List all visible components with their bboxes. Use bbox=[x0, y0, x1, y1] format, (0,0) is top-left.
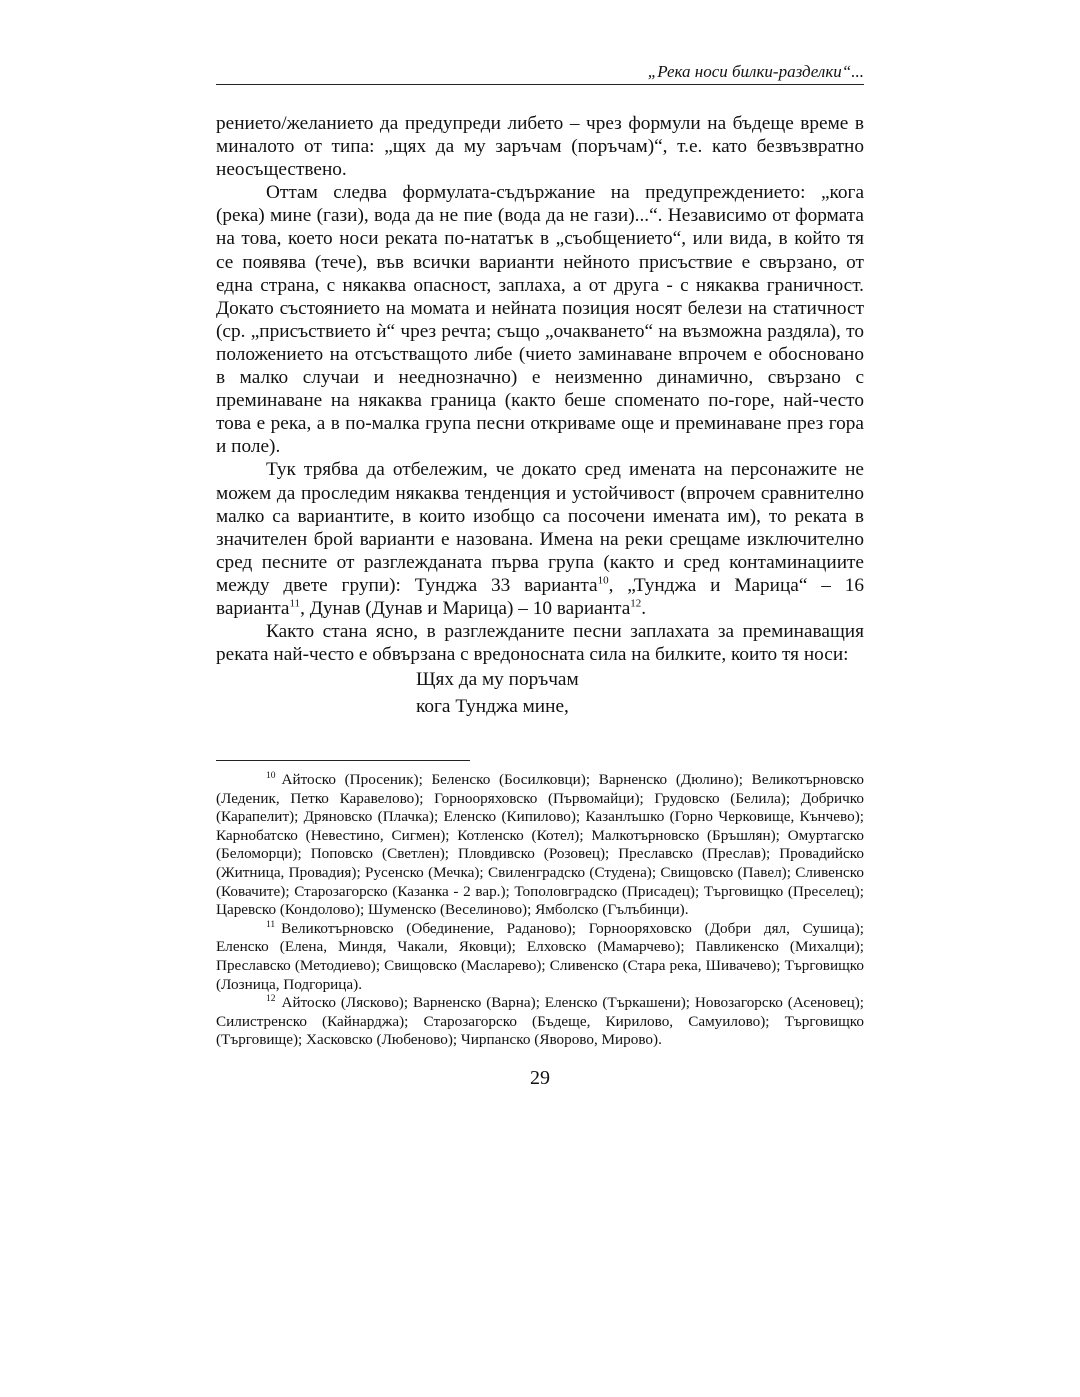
verse-quote bbox=[416, 666, 864, 720]
paragraph-3-text-a: Тук трябва да отбележим, че докато сред имената на персонажите не можем да проследим някаква тенденция и устойчивост (впрочем сравнително малко са вариантите, в които изобщо са посочени имената им), то реката в значителен брой варианти е назована. Имена на реки срещаме изключително сред песните от разглежданата първа група (както и сред контаминациите между двете групи): Тунджа 33 варианта bbox=[216, 459, 864, 596]
main-text bbox=[216, 112, 864, 720]
footnote-number: 12 bbox=[266, 994, 276, 1005]
footnote-ref-12: 12 bbox=[630, 597, 642, 610]
running-header: „Река носи билки-разделки“... bbox=[647, 62, 864, 81]
footnote-text: Айтоско (Лясково); Варненско (Варна); Еленско (Търкашени); Новозагорско (Асеновец); Силистренско (Кайнарджа); Старозагорско (Бъдеще, Кирилово, Самуилово); Търговищко (Търговище); Хасковско (Любеново); Чирпанско (Яворово, Мирово). bbox=[216, 994, 864, 1049]
footnotes bbox=[216, 771, 864, 1050]
footnote-number: 11 bbox=[266, 919, 276, 930]
page-number: 29 bbox=[530, 1067, 550, 1089]
footnote-ref-10: 10 bbox=[597, 574, 609, 587]
footnote-11 bbox=[216, 920, 864, 994]
paragraph-2: Оттам следва формулата-съдържание на предупреждението: „кога (река) мине (гази), вода да не пие (вода да не гази)...“. Независимо от формата на това, което носи реката по-нататък в „съобщението“, или вида, в който тя се появява (тече), във всички варианти нейното присъствие е свързано, от една страна, с някаква опасност, заплаха, а от друга - с някаква граничност. Докато състоянието на момата и нейната позиция носят белези на статичност (ср. „присъствието ѝ“ чрез речта; също „очакването“ на възможна раздяла), то положението на отсъстващото либе (чието заминаване впрочем е обосновано в малко случаи и нееднозначно) е неизменно динамично, свързано с преминаване на някаква граница (както беше споменато по-горе, най-често това е река, а в по-малка група песни откриваме още и преминаване през гора и поле). bbox=[216, 182, 864, 458]
paragraph-3 bbox=[216, 458, 864, 620]
paragraph-1: рението/желанието да предупреди либето – чрез формули на бъдеще време в миналото от типа: „щях да му заръчам (поръчам)“, т.е. като безвъзвратно неосъществено. bbox=[216, 113, 864, 181]
footnote-number: 10 bbox=[266, 770, 276, 781]
footnote-text: Айтоско (Просеник); Беленско (Босилковци); Варненско (Дюлино); Великотърновско (Леденик, Петко Каравелово); Горнооряховско (Първомайци); Грудовско (Белила); Добричко (Карапелит); Дряновско (Плачка); Еленско (Кипилово); Казанлъшко (Горно Черковище, Кънчево); Карнобатско (Невестино, Сигмен); Котленско (Котел); Малкотърновско (Бръшлян); Омуртагско (Беломорци); Поповско (Светлен); Пловдивско (Розовец); Преславско (Преслав); Провадийско (Житница, Провадия); Русенско (Мечка); Свиленградско (Студена); Свищовско (Павел); Сливенско (Ковачите); Старозагорско (Казанка - 2 вар.); Тополовградско (Присадец); Търговищко (Преселец); Царевско (Кондолово); Шуменско (Веселиново); Ямболско (Гълъбинци). bbox=[216, 771, 864, 919]
footnote-text: Великотърновско (Обединение, Раданово); Горнооряховско (Добри дял, Сушица); Еленско (Елена, Миндя, Чакали, Яковци); Елховско (Мамарчево); Павликенско (Михалци); Преславско (Методиево); Свищовско (Масларево); Сливенско (Стара река, Шивачево); Търговищко (Лозница, Подгорица). bbox=[216, 919, 864, 993]
paragraph-3-text-d: . bbox=[641, 597, 647, 619]
footnote-ref-11: 11 bbox=[289, 597, 301, 610]
paragraph-3-text-c: , Дунав (Дунав и Марица) – 10 варианта bbox=[300, 597, 631, 619]
footnote-12 bbox=[216, 994, 864, 1050]
footnote-separator bbox=[216, 760, 470, 761]
verse-line: Щях да му поръчам bbox=[416, 669, 579, 691]
footnote-10 bbox=[216, 771, 864, 920]
paragraph-3-text-b: , „Тунджа и Марица“ – 16 варианта bbox=[216, 574, 864, 619]
verse-line: кога Тунджа мине, bbox=[416, 696, 569, 718]
header-rule bbox=[216, 84, 864, 85]
paragraph-4: Както стана ясно, в разглежданите песни заплахата за преминаващия реката най-често е обвързана с вредоносната сила на билките, които тя носи: bbox=[216, 621, 864, 666]
